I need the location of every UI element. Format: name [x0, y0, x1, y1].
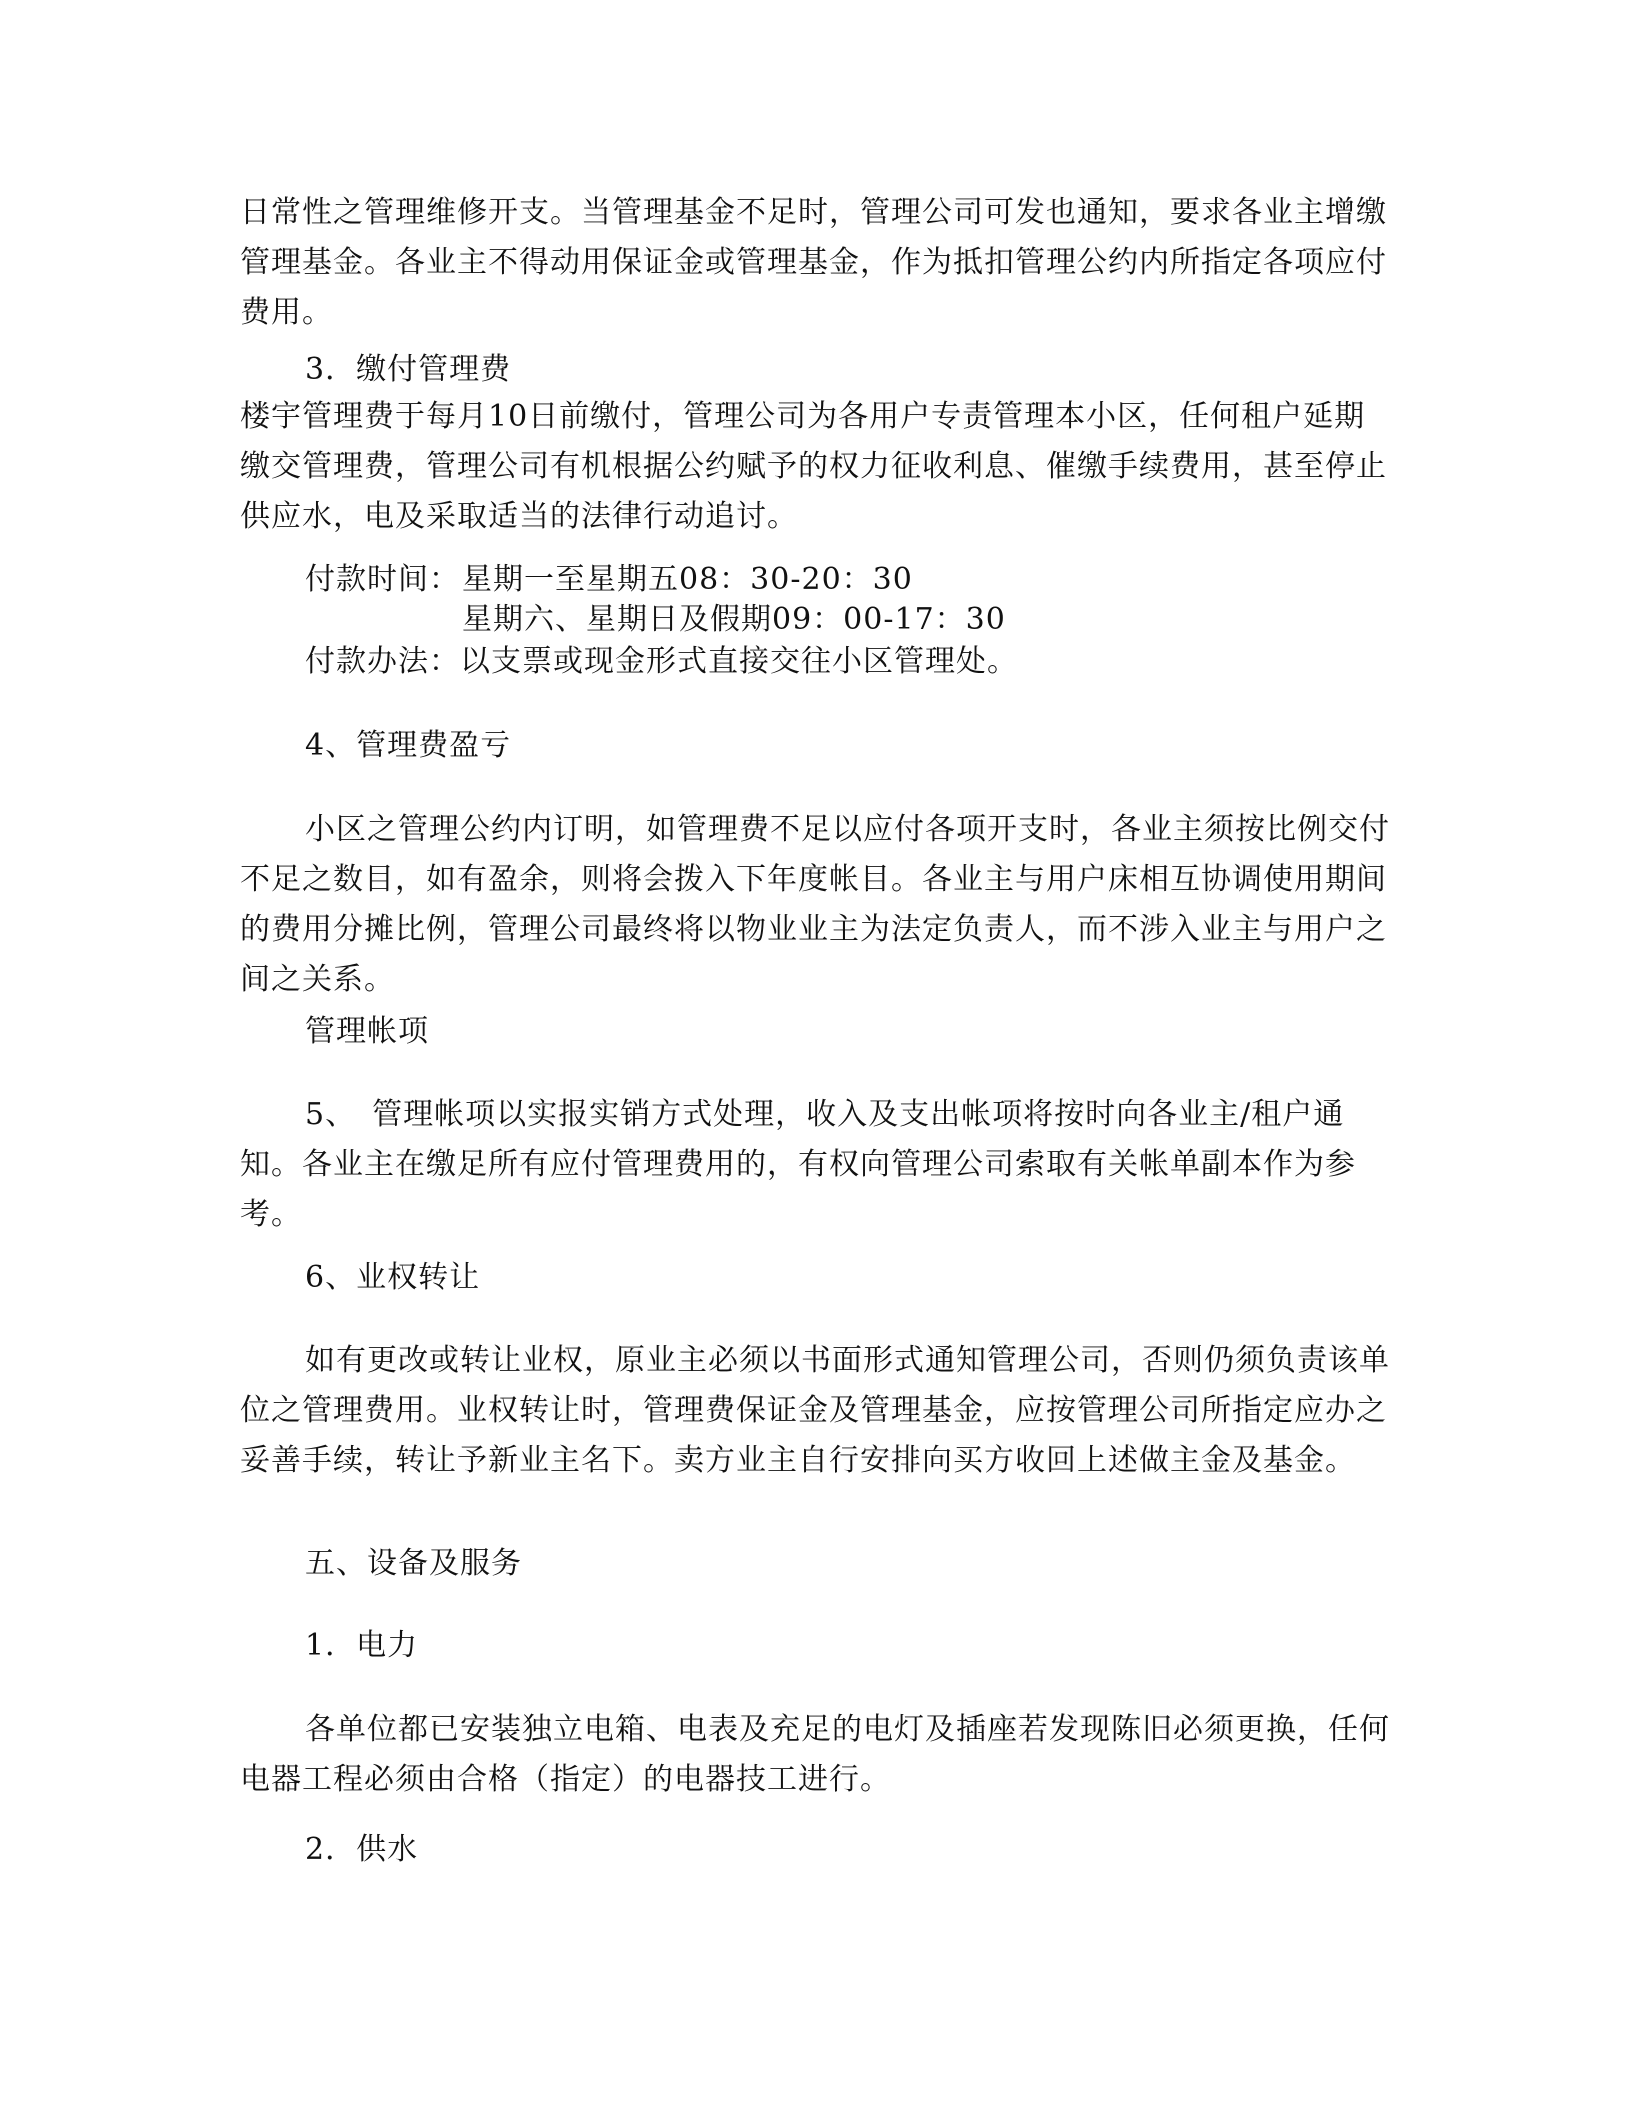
heading-pay-fee: 3．缴付管理费	[305, 352, 512, 387]
heading-fee-surplus-deficit: 4、管理费盈亏	[305, 728, 512, 763]
paragraph-ownership-transfer: 如有更改或转让业权，原业主必须以书面形式通知管理公司，否则仍须负责该单位之管理费用。业权转让时，管理费保证金及管理基金，应按管理公司所指定应办之妥善手续，转让予新业主名下。卖方业主自行安排向买方收回上述做主金及基金。	[240, 1343, 1390, 1478]
paragraph-management-accounts: 5、 管理帐项以实报实销方式处理，收入及支出帐项将按时向各业主/租户通知。各业主在缴足所有应付管理费用的，有权向管理公司索取有关帐单副本作为参考。	[240, 1097, 1356, 1232]
heading-water-supply: 2．供水	[305, 1832, 419, 1867]
payment-time-weekends: 星期六、星期日及假期09：00-17：30	[462, 602, 1006, 637]
heading-facilities-services: 五、设备及服务	[305, 1546, 522, 1581]
heading-electricity: 1．电力	[305, 1628, 419, 1663]
heading-management-accounts: 管理帐项	[305, 1014, 429, 1049]
heading-ownership-transfer: 6、业权转让	[305, 1260, 481, 1295]
payment-method: 付款办法：以支票或现金形式直接交往小区管理处。	[305, 644, 1018, 679]
paragraph-fee-surplus-deficit: 小区之管理公约内订明，如管理费不足以应付各项开支时，各业主须按比例交付不足之数目，如有盈余，则将会拨入下年度帐目。各业主与用户床相互协调使用期间的费用分摊比例，管理公司最终将以物业业主为法定负责人，而不涉入业主与用户之间之关系。	[240, 812, 1390, 997]
payment-time-label: 付款时间：	[305, 562, 460, 597]
paragraph-management-fund: 日常性之管理维修开支。当管理基金不足时，管理公司可发也通知，要求各业主增缴管理基金。各业主不得动用保证金或管理基金，作为抵扣管理公约内所指定各项应付费用。	[240, 195, 1387, 330]
paragraph-pay-fee: 楼宇管理费于每月10日前缴付，管理公司为各用户专责管理本小区，任何租户延期缴交管理费，管理公司有机根据公约赋予的权力征收利息、催缴手续费用，甚至停止供应水，电及采取适当的法律行动追讨。	[240, 399, 1387, 534]
payment-time-weekdays: 星期一至星期五08：30-20：30	[462, 562, 913, 597]
paragraph-electricity: 各单位都已安装独立电箱、电表及充足的电灯及插座若发现陈旧必须更换，任何电器工程必须由合格（指定）的电器技工进行。	[240, 1712, 1390, 1797]
